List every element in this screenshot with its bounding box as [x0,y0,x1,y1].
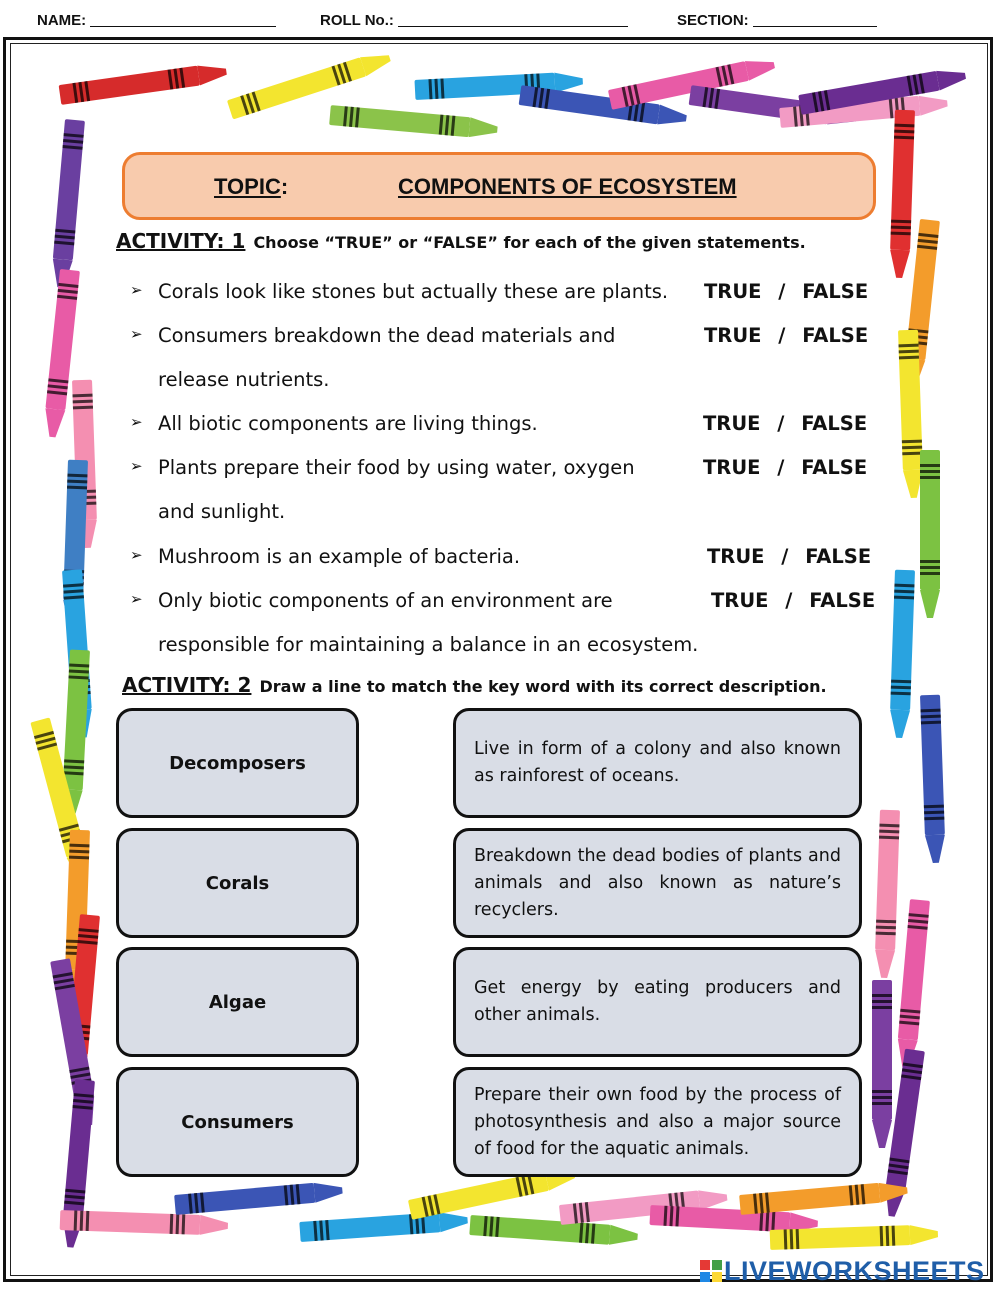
statement-text-continued: release nutrients. [158,368,330,391]
true-false-choice-4[interactable] [703,456,867,479]
statement-text-continued: responsible for maintaining a balance in an ecosystem. [158,633,699,656]
keyword-label: Decomposers [169,752,306,774]
separator: / [778,280,786,303]
true-option[interactable]: TRUE [704,280,762,303]
true-option[interactable]: TRUE [703,412,761,435]
separator: / [777,412,785,435]
true-false-choice-1[interactable] [704,280,868,303]
arrow-bullet-icon: ➢ [130,413,143,431]
true-false-choice-5[interactable] [707,545,871,568]
activity1-instruction: Choose “TRUE” or “FALSE” for each of the given statements. [253,233,806,252]
crayon-icon [299,1210,468,1242]
arrow-bullet-icon: ➢ [130,590,143,608]
separator: / [781,545,789,568]
false-option[interactable]: FALSE [802,324,869,347]
description-text: Prepare their own food by the process of photosynthesis and also a major source of food for the aquatic animals. [474,1084,841,1159]
description-text: Get energy by eating producers and other animals. [474,978,841,1025]
statement-text: Corals look like stones but actually these are plants. [158,280,669,303]
false-option[interactable]: FALSE [801,412,868,435]
separator: / [777,456,785,479]
keyword-label: Consumers [181,1111,294,1133]
true-false-choice-2[interactable] [704,324,868,347]
roll-label: ROLL No.: [320,12,394,29]
description-box-2[interactable] [453,828,862,938]
description-text: Live in form of a colony and also known as rainforest of oceans. [474,739,841,786]
arrow-bullet-icon: ➢ [130,281,143,299]
false-option[interactable]: FALSE [802,280,869,303]
keyword-box-corals[interactable] [116,828,359,938]
statement-text: Mushroom is an example of bacteria. [158,545,521,568]
false-option[interactable]: FALSE [805,545,872,568]
crayon-icon [895,899,930,1068]
arrow-bullet-icon: ➢ [130,546,143,564]
true-false-choice-6[interactable] [711,589,875,612]
true-option[interactable]: TRUE [703,456,761,479]
section-label: SECTION: [677,12,749,29]
statement-text: Only biotic components of an environment are [158,589,613,612]
topic-title: COMPONENTS OF ECOSYSTEM [398,174,737,199]
crayon-icon [50,119,85,288]
activity2-heading [122,673,827,697]
arrow-bullet-icon: ➢ [130,325,143,343]
description-box-3[interactable] [453,947,862,1057]
keyword-label: Algae [208,991,267,1013]
activity2-number: ACTIVITY: 2 [122,673,252,697]
activity1-heading [116,229,806,253]
statement-text: Consumers breakdown the dead materials and [158,324,616,347]
crayon-icon [889,110,915,279]
crayon-icon [469,1215,638,1247]
keyword-label: Corals [205,872,270,894]
crayon-icon [174,1180,343,1215]
crayon-icon [329,105,498,140]
separator: / [778,324,786,347]
separator: / [785,589,793,612]
statement-text-continued: and sunlight. [158,500,286,523]
liveworksheets-logo-icon [700,1260,722,1282]
description-box-1[interactable] [453,708,862,818]
crayon-icon [60,1210,229,1236]
logo-text: LIVEWORKSHEETS [724,1256,985,1286]
keyword-box-algae[interactable] [116,947,359,1057]
statement-text: Plants prepare their food by using water, oxygen [158,456,635,479]
crayon-icon [739,1180,908,1215]
crayon-icon [874,810,900,979]
crayon-icon [920,695,946,864]
arrow-bullet-icon: ➢ [130,457,143,475]
false-option[interactable]: FALSE [801,456,868,479]
description-box-4[interactable] [453,1067,862,1177]
true-false-choice-3[interactable] [703,412,867,435]
keyword-box-decomposers[interactable] [116,708,359,818]
true-option[interactable]: TRUE [704,324,762,347]
true-option[interactable]: TRUE [707,545,765,568]
false-option[interactable]: FALSE [809,589,876,612]
crayon-icon [889,570,915,739]
topic-label: TOPIC: [214,174,289,199]
description-text: Breakdown the dead bodies of plants and animals and also known as nature’s recyclers. [474,845,841,920]
true-option[interactable]: TRUE [711,589,769,612]
activity2-instruction: Draw a line to match the key word with its correct description. [259,677,827,696]
crayon-icon [920,450,940,618]
activity1-number: ACTIVITY: 1 [116,229,246,253]
keyword-box-consumers[interactable] [116,1067,359,1177]
crayon-icon [59,62,228,105]
liveworksheets-logo [700,1256,985,1287]
name-label: NAME: [37,12,87,29]
statement-text: All biotic components are living things. [158,412,538,435]
crayon-icon [872,980,892,1148]
